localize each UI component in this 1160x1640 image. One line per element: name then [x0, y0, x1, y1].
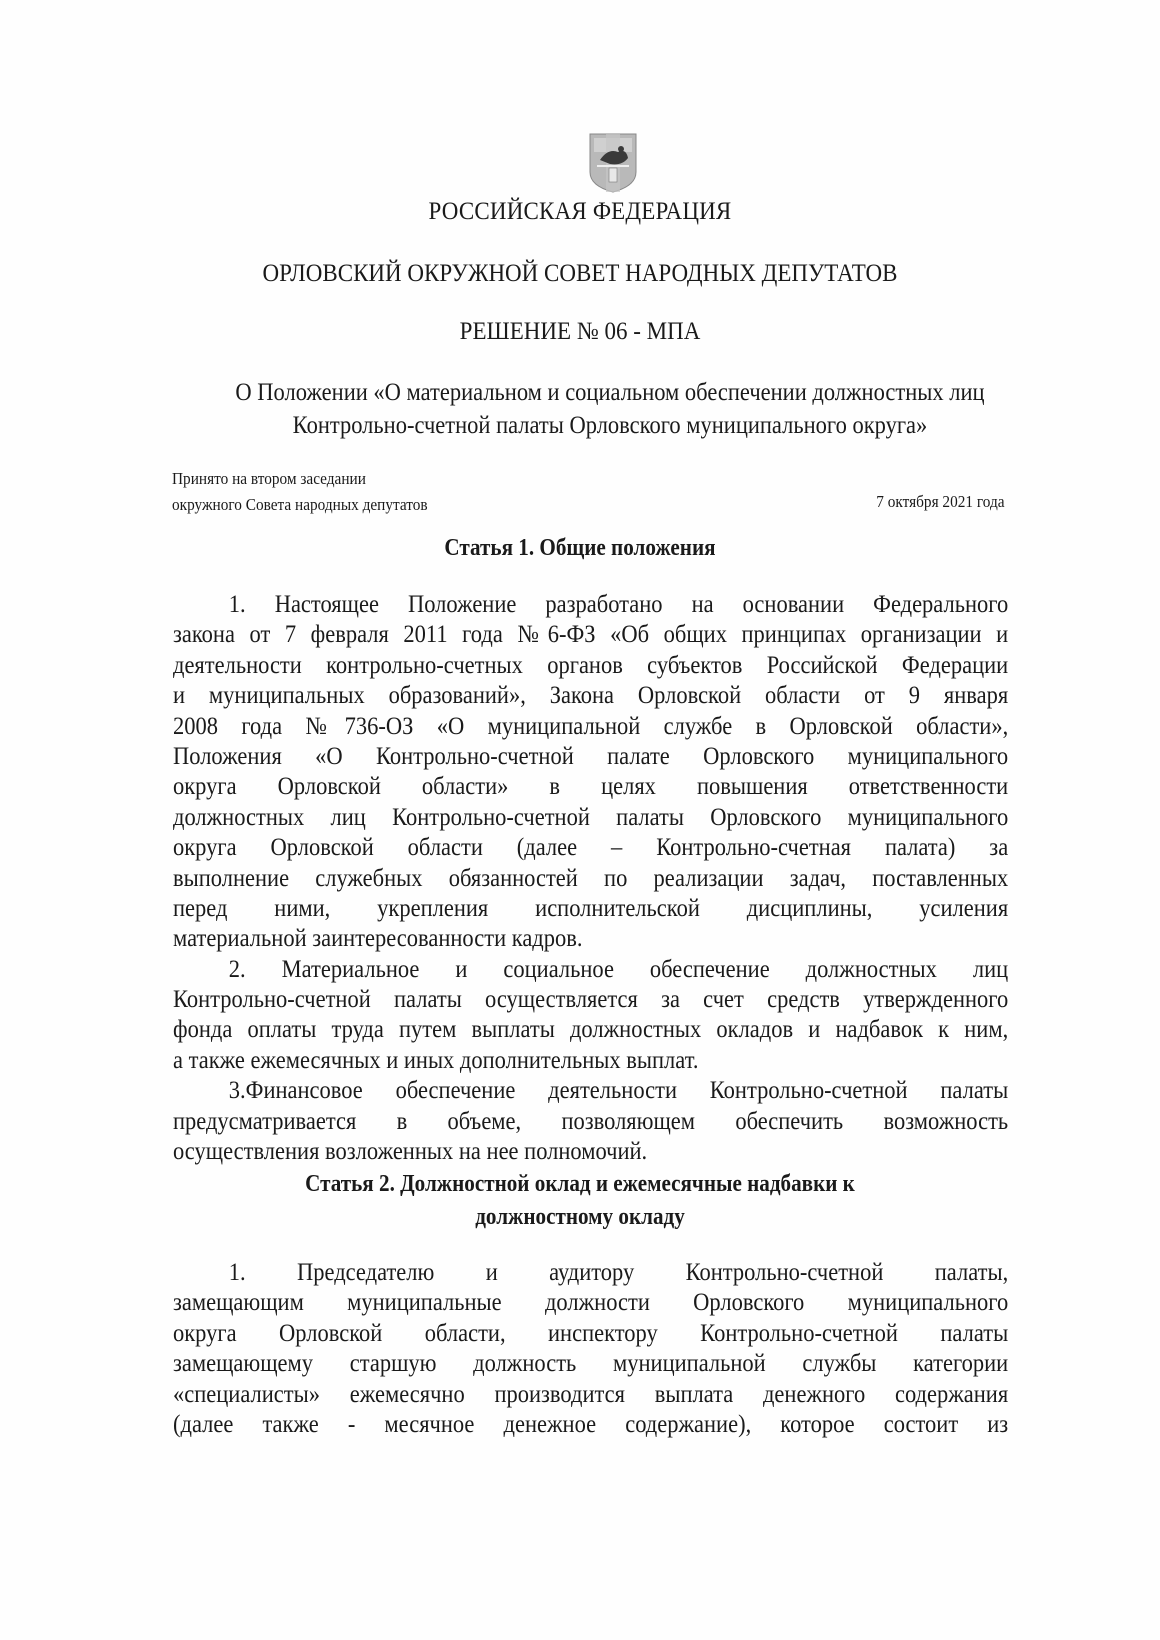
body-line: Положения «О Контрольно-счетной палате Орловского муниципального	[173, 742, 1009, 770]
body-line: перед ними, укрепления исполнительской дисциплины, усиления	[173, 894, 1009, 922]
body-line: выполнение служебных обязанностей по реализации задач, поставленных	[173, 864, 1009, 892]
body-line: 1. Председателю и аудитору Контрольно-счетной палаты,	[228, 1259, 1009, 1286]
body-line: осуществления возложенных на нее полномочий.	[173, 1138, 648, 1166]
body-line: замещающему старшую должность муниципальной службы категории	[173, 1350, 1009, 1378]
article-1-body	[173, 590, 1008, 1167]
body-line: Контрольно-счетной палаты осуществляется за счет средств утвержденного	[173, 986, 1009, 1014]
adoption-note	[172, 466, 428, 518]
country-heading: РОССИЙСКАЯ ФЕДЕРАЦИЯ	[428, 198, 732, 225]
body-line: фонда оплаты труда путем выплаты должностных окладов и надбавок к ним,	[173, 1016, 1009, 1044]
body-line: замещающим муниципальные должности Орловского муниципального	[173, 1289, 1009, 1317]
body-line: 3.Финансовое обеспечение деятельности Контрольно-счетной палаты	[228, 1077, 1009, 1105]
article-2-heading	[70, 1168, 1091, 1234]
title-line: Контрольно-счетной палаты Орловского муниципального округа»	[292, 412, 928, 439]
body-line: округа Орловской области» в целях повышения ответственности	[173, 773, 1009, 801]
body-line: округа Орловской области, инспектору Контрольно-счетной палаты	[173, 1319, 1009, 1347]
adoption-line: окружного Совета народных депутатов	[172, 495, 428, 514]
document-title	[169, 376, 1051, 442]
body-line: 2008 года №736-ОЗ «О муниципальной службе в Орловской области»,	[173, 712, 1009, 740]
body-line: материальной заинтересованности кадров.	[173, 925, 583, 953]
body-line: и муниципальных образований», Закона Орловской области от 9 января	[173, 682, 1009, 710]
article-1-heading: Статья 1. Общие положения	[444, 535, 716, 561]
decision-number: РЕШЕНИЕ № 06 - МПА	[459, 318, 701, 345]
adoption-line: Принято на втором заседании	[172, 469, 366, 488]
body-line: должностных лиц Контрольно-счетной палаты Орловского муниципального	[173, 803, 1009, 831]
heading-line: должностному окладу	[475, 1204, 685, 1230]
article-2-body	[173, 1258, 1008, 1440]
body-line: (далее также - месячное денежное содержание), которое состоит из	[173, 1410, 1009, 1438]
heading-line: Статья 2. Должностной оклад и ежемесячные надбавки к	[305, 1171, 855, 1197]
body-line: предусматривается в объеме, позволяющем обеспечить возможность	[173, 1107, 1009, 1135]
body-line: «специалисты» ежемесячно производится выплата денежного содержания	[173, 1380, 1009, 1408]
body-line: а также ежемесячных и иных дополнительных выплат.	[173, 1046, 699, 1074]
body-line: 2. Материальное и социальное обеспечение должностных лиц	[228, 955, 1009, 983]
body-line: деятельности контрольно-счетных органов субъектов Российской Федерации	[173, 651, 1009, 679]
body-line: закона от 7 февраля 2011 года №6-ФЗ «Об общих принципах организации и	[173, 621, 1009, 649]
council-heading: ОРЛОВСКИЙ ОКРУЖНОЙ СОВЕТ НАРОДНЫХ ДЕПУТАТОВ	[262, 260, 898, 287]
body-line: округа Орловской области (далее – Контрольно-счетная палата) за	[173, 834, 1009, 862]
coat-of-arms-icon	[588, 132, 638, 194]
adoption-date: 7 октября 2021 года	[876, 492, 1005, 511]
body-line: 1. Настоящее Положение разработано на основании Федерального	[228, 591, 1009, 618]
title-line: О Положении «О материальном и социальном обеспечении должностных лиц	[235, 379, 985, 406]
